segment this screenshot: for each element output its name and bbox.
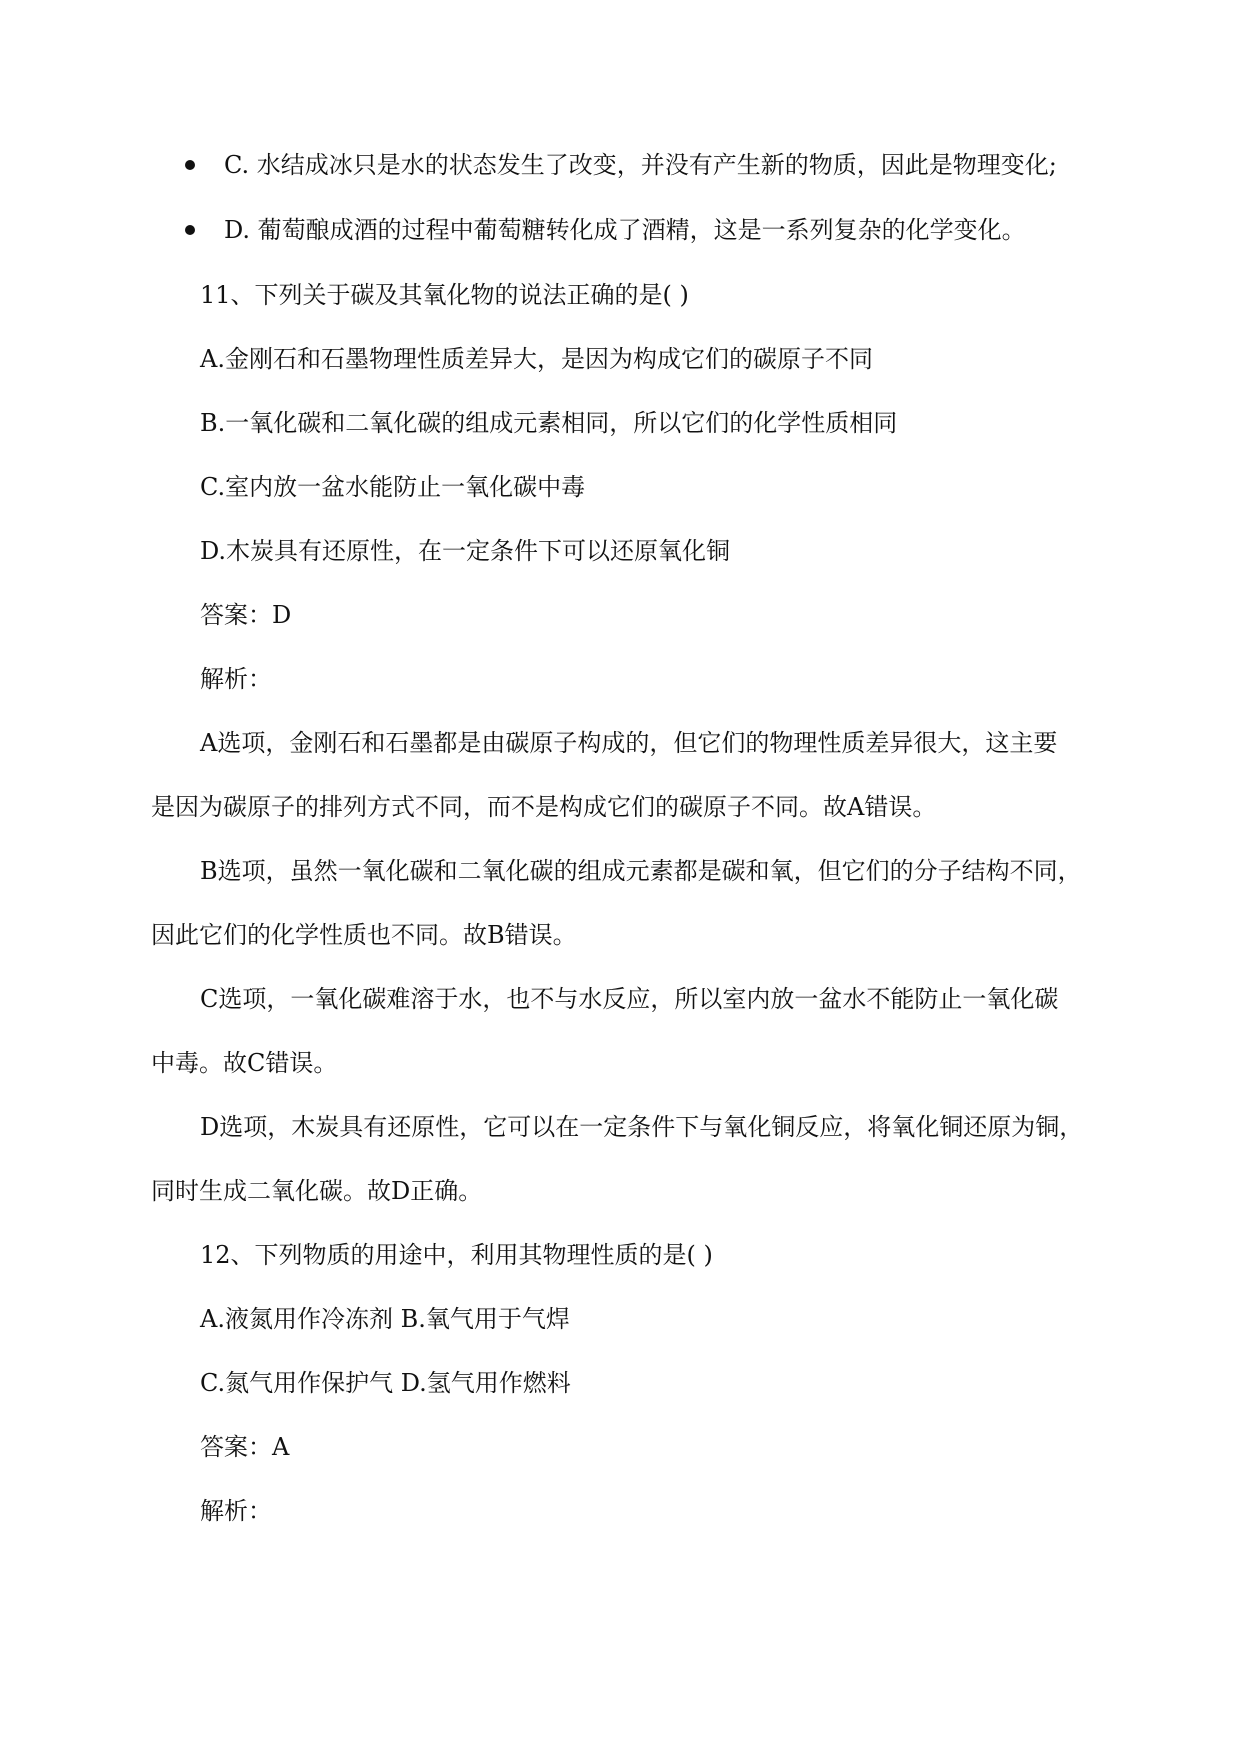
analysis-paragraph-a-line-2: 是因为碳原子的排列方式不同，而不是构成它们的碳原子不同。故A错误。	[151, 793, 937, 821]
analysis-paragraph-b-line-2: 因此它们的化学性质也不同。故B错误。	[151, 921, 577, 949]
question-12: 12、下列物质的用途中，利用其物理性质的是( )	[200, 1241, 713, 1269]
question-12-analysis-label: 解析：	[200, 1497, 272, 1525]
analysis-paragraph-a-line-1: A选项，金刚石和石墨都是由碳原子构成的，但它们的物理性质差异很大，这主要	[200, 729, 1058, 757]
analysis-paragraph-b-line-1: B选项，虽然一氧化碳和二氧化碳的组成元素都是碳和氧，但它们的分子结构不同，	[200, 857, 1082, 885]
question-11-option-b: B.一氧化碳和二氧化碳的组成元素相同，所以它们的化学性质相同	[200, 409, 898, 437]
question-11-answer: 答案：D	[200, 601, 292, 629]
question-12-options-line-1: A.液氮用作冷冻剂 B.氧气用于气焊	[200, 1305, 570, 1333]
bullet-icon	[185, 160, 195, 170]
bullet-icon	[185, 225, 195, 235]
analysis-paragraph-d-line-2: 同时生成二氧化碳。故D正确。	[151, 1177, 483, 1205]
question-11: 11、下列关于碳及其氧化物的说法正确的是( )	[200, 281, 689, 309]
question-11-option-a: A.金刚石和石墨物理性质差异大，是因为构成它们的碳原子不同	[200, 345, 873, 373]
analysis-paragraph-c-line-2: 中毒。故C错误。	[151, 1049, 338, 1077]
question-12-options-line-2: C.氮气用作保护气 D.氢气用作燃料	[200, 1369, 571, 1397]
analysis-paragraph-c-line-1: C选项，一氧化碳难溶于水，也不与水反应，所以室内放一盆水不能防止一氧化碳	[200, 985, 1059, 1013]
question-12-answer: 答案：A	[200, 1433, 290, 1461]
list-item-text: D. 葡萄酿成酒的过程中葡萄糖转化成了酒精，这是一系列复杂的化学变化。	[224, 216, 1026, 244]
list-item-text: C. 水结成冰只是水的状态发生了改变，并没有产生新的物质，因此是物理变化;	[224, 151, 1057, 179]
analysis-paragraph-d-line-1: D选项，木炭具有还原性，它可以在一定条件下与氧化铜反应，将氧化铜还原为铜，	[200, 1113, 1084, 1141]
question-11-option-d: D.木炭具有还原性，在一定条件下可以还原氧化铜	[200, 537, 731, 565]
question-11-analysis-label: 解析：	[200, 665, 272, 693]
question-11-option-c: C.室内放一盆水能防止一氧化碳中毒	[200, 473, 586, 501]
